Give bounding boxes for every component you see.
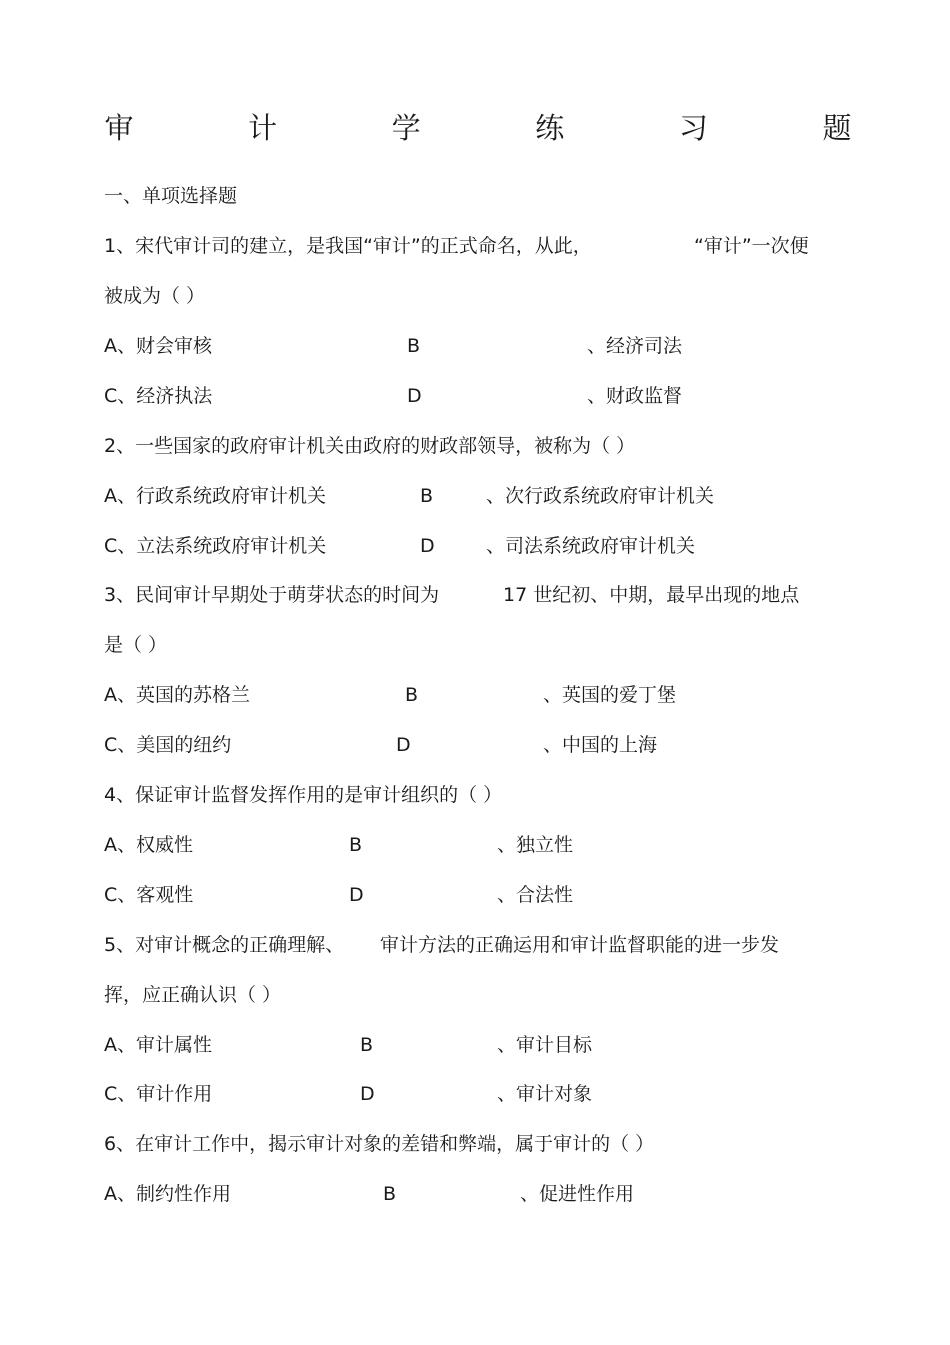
option-b: 、经济司法 — [587, 335, 683, 357]
option-a: A、英国的苏格兰 — [104, 684, 250, 706]
option-d-letter: D — [349, 884, 364, 906]
option-c: C、美国的纽约 — [104, 734, 232, 756]
option-b-letter: B — [383, 1183, 397, 1205]
option-d-letter: D — [396, 734, 411, 756]
option-c: C、经济执法 — [104, 385, 213, 407]
option-d-letter: D — [420, 535, 435, 557]
option-b-letter: B — [349, 834, 363, 856]
question-6-text: 6、在审计工作中，揭示审计对象的差错和弊端，属于审计的（ ） — [104, 1133, 655, 1155]
title-char: 学 — [391, 110, 421, 145]
option-b: 、次行政系统政府审计机关 — [486, 485, 715, 507]
option-b-letter: B — [407, 335, 421, 357]
question-1-text-line2: 被成为（ ） — [104, 285, 206, 307]
option-d-letter: D — [407, 385, 422, 407]
question-2-text: 2、一些国家的政府审计机关由政府的财政部领导，被称为（ ） — [104, 435, 636, 457]
option-c: C、客观性 — [104, 884, 194, 906]
option-b: 、英国的爱丁堡 — [543, 684, 677, 706]
option-a: A、财会审核 — [104, 335, 212, 357]
section-heading: 一、单项选择题 — [104, 185, 238, 207]
option-c: C、立法系统政府审计机关 — [104, 535, 327, 557]
page-title — [104, 106, 852, 146]
option-b-letter: B — [360, 1034, 374, 1056]
question-5-text: 5、对审计概念的正确理解、 — [104, 934, 345, 956]
question-5-text-line2: 挥，应正确认识（ ） — [104, 984, 282, 1006]
option-b: 、促进性作用 — [520, 1183, 635, 1205]
option-a: A、行政系统政府审计机关 — [104, 485, 326, 507]
question-4-text: 4、保证审计监督发挥作用的是审计组织的（ ） — [104, 784, 503, 806]
question-5-text-cont: 审计方法的正确运用和审计监督职能的进一步发 — [380, 934, 780, 956]
option-b-letter: B — [405, 684, 419, 706]
option-b: 、独立性 — [497, 834, 574, 856]
option-a: A、审计属性 — [104, 1034, 212, 1056]
option-d: 、审计对象 — [497, 1083, 593, 1105]
option-a: A、权威性 — [104, 834, 193, 856]
option-d-letter: D — [360, 1083, 375, 1105]
option-d: 、合法性 — [497, 884, 574, 906]
option-c: C、审计作用 — [104, 1083, 213, 1105]
option-b: 、审计目标 — [497, 1034, 593, 1056]
title-char: 练 — [535, 110, 565, 145]
question-3-text: 3、民间审计早期处于萌芽状态的时间为 — [104, 584, 440, 606]
option-d: 、财政监督 — [587, 385, 683, 407]
title-char: 习 — [678, 110, 708, 145]
question-1-text-cont: “审计”一次便 — [694, 235, 809, 257]
question-3-text-line2: 是（ ） — [104, 634, 168, 656]
question-1-text: 1、宋代审计司的建立，是我国“审计”的正式命名，从此， — [104, 235, 592, 257]
question-3-text-cont: 17 世纪初、中期，最早出现的地点 — [503, 584, 800, 606]
option-d: 、司法系统政府审计机关 — [486, 535, 696, 557]
option-a: A、制约性作用 — [104, 1183, 231, 1205]
option-b-letter: B — [420, 485, 434, 507]
title-char: 审 — [104, 110, 134, 145]
title-char: 计 — [248, 110, 278, 145]
option-d: 、中国的上海 — [543, 734, 658, 756]
title-char: 题 — [822, 110, 852, 145]
